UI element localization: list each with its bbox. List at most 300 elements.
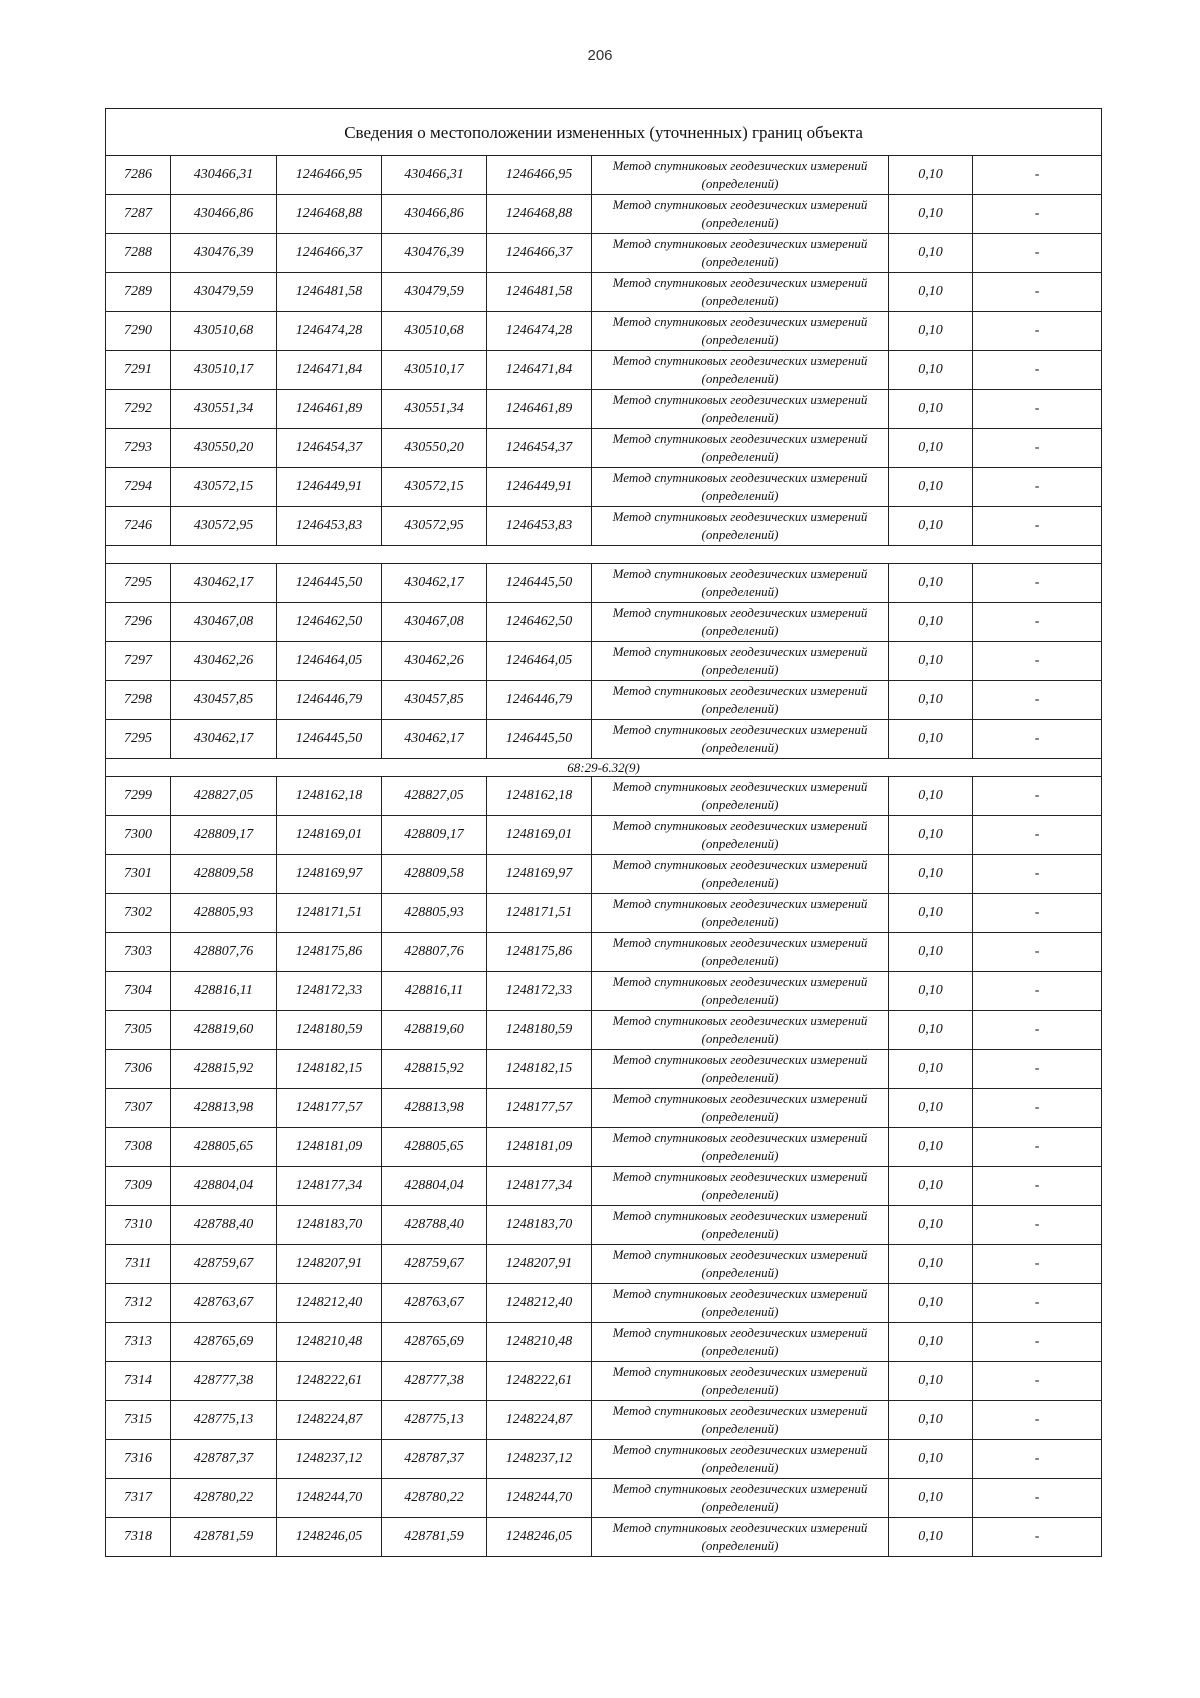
x-new: 430466,31: [382, 156, 487, 195]
y-new: 1246466,95: [487, 156, 592, 195]
table-row: [106, 1245, 1102, 1284]
table-row: [106, 156, 1102, 195]
y-old: 1246446,79: [277, 681, 382, 720]
x-new: 430479,59: [382, 273, 487, 312]
note: -: [973, 1011, 1102, 1050]
x-new: 430510,68: [382, 312, 487, 351]
y-old: 1248222,61: [277, 1362, 382, 1401]
section-label-row: [106, 759, 1102, 777]
y-new: 1246464,05: [487, 642, 592, 681]
method: Метод спутниковых геодезических измерений (определений): [592, 1050, 889, 1089]
table-row: [106, 1167, 1102, 1206]
note: -: [973, 351, 1102, 390]
accuracy: 0,10: [889, 933, 973, 972]
y-new: 1246461,89: [487, 390, 592, 429]
table-title-row: [106, 109, 1102, 156]
y-old: 1246445,50: [277, 564, 382, 603]
x-new: 430462,17: [382, 720, 487, 759]
y-old: 1246471,84: [277, 351, 382, 390]
note: -: [973, 816, 1102, 855]
x-old: 428816,11: [171, 972, 277, 1011]
x-old: 430457,85: [171, 681, 277, 720]
accuracy: 0,10: [889, 429, 973, 468]
note: -: [973, 234, 1102, 273]
y-old: 1248207,91: [277, 1245, 382, 1284]
y-old: 1248180,59: [277, 1011, 382, 1050]
y-new: 1246445,50: [487, 720, 592, 759]
table-row: [106, 1050, 1102, 1089]
method: Метод спутниковых геодезических измерений (определений): [592, 195, 889, 234]
table-row: [106, 816, 1102, 855]
y-new: 1246446,79: [487, 681, 592, 720]
method: Метод спутниковых геодезических измерений (определений): [592, 933, 889, 972]
point-number: 7300: [106, 816, 171, 855]
point-number: 7289: [106, 273, 171, 312]
x-new: 428805,93: [382, 894, 487, 933]
x-new: 430457,85: [382, 681, 487, 720]
x-new: 430572,95: [382, 507, 487, 546]
y-new: 1246454,37: [487, 429, 592, 468]
y-old: 1246453,83: [277, 507, 382, 546]
y-new: 1248207,91: [487, 1245, 592, 1284]
x-new: 428805,65: [382, 1128, 487, 1167]
note: -: [973, 273, 1102, 312]
x-new: 430550,20: [382, 429, 487, 468]
table-row: [106, 972, 1102, 1011]
point-number: 7291: [106, 351, 171, 390]
note: -: [973, 390, 1102, 429]
point-number: 7287: [106, 195, 171, 234]
x-new: 430462,17: [382, 564, 487, 603]
note: -: [973, 507, 1102, 546]
x-old: 430510,68: [171, 312, 277, 351]
x-old: 430466,31: [171, 156, 277, 195]
x-old: 430466,86: [171, 195, 277, 234]
y-old: 1248169,01: [277, 816, 382, 855]
y-old: 1248181,09: [277, 1128, 382, 1167]
x-old: 428805,93: [171, 894, 277, 933]
y-old: 1246449,91: [277, 468, 382, 507]
point-number: 7307: [106, 1089, 171, 1128]
x-new: 428775,13: [382, 1401, 487, 1440]
table-row: [106, 1089, 1102, 1128]
method: Метод спутниковых геодезических измерений (определений): [592, 816, 889, 855]
point-number: 7308: [106, 1128, 171, 1167]
y-new: 1248182,15: [487, 1050, 592, 1089]
accuracy: 0,10: [889, 777, 973, 816]
x-new: 428765,69: [382, 1323, 487, 1362]
accuracy: 0,10: [889, 1206, 973, 1245]
point-number: 7295: [106, 564, 171, 603]
note: -: [973, 1518, 1102, 1557]
x-new: 428807,76: [382, 933, 487, 972]
accuracy: 0,10: [889, 1284, 973, 1323]
accuracy: 0,10: [889, 1518, 973, 1557]
x-new: 430467,08: [382, 603, 487, 642]
method: Метод спутниковых геодезических измерений (определений): [592, 468, 889, 507]
accuracy: 0,10: [889, 390, 973, 429]
y-new: 1246462,50: [487, 603, 592, 642]
method: Метод спутниковых геодезических измерений (определений): [592, 777, 889, 816]
note: -: [973, 1362, 1102, 1401]
point-number: 7246: [106, 507, 171, 546]
point-number: 7311: [106, 1245, 171, 1284]
y-old: 1248182,15: [277, 1050, 382, 1089]
note: -: [973, 1440, 1102, 1479]
accuracy: 0,10: [889, 1245, 973, 1284]
accuracy: 0,10: [889, 720, 973, 759]
point-number: 7314: [106, 1362, 171, 1401]
y-new: 1248210,48: [487, 1323, 592, 1362]
y-new: 1248177,34: [487, 1167, 592, 1206]
method: Метод спутниковых геодезических измерений (определений): [592, 312, 889, 351]
method: Метод спутниковых геодезических измерений (определений): [592, 1362, 889, 1401]
point-number: 7292: [106, 390, 171, 429]
method: Метод спутниковых геодезических измерений (определений): [592, 1011, 889, 1050]
method: Метод спутниковых геодезических измерений (определений): [592, 1479, 889, 1518]
y-old: 1248169,97: [277, 855, 382, 894]
table-row: [106, 564, 1102, 603]
x-new: 430510,17: [382, 351, 487, 390]
x-new: 428809,17: [382, 816, 487, 855]
note: -: [973, 1479, 1102, 1518]
x-new: 428781,59: [382, 1518, 487, 1557]
x-old: 428763,67: [171, 1284, 277, 1323]
method: Метод спутниковых геодезических измерений (определений): [592, 1128, 889, 1167]
x-new: 430462,26: [382, 642, 487, 681]
accuracy: 0,10: [889, 1167, 973, 1206]
method: Метод спутниковых геодезических измерений (определений): [592, 234, 889, 273]
table-row: [106, 195, 1102, 234]
note: -: [973, 855, 1102, 894]
method: Метод спутниковых геодезических измерений (определений): [592, 720, 889, 759]
table-row: [106, 933, 1102, 972]
x-old: 428759,67: [171, 1245, 277, 1284]
x-old: 430550,20: [171, 429, 277, 468]
accuracy: 0,10: [889, 1440, 973, 1479]
x-new: 428819,60: [382, 1011, 487, 1050]
accuracy: 0,10: [889, 195, 973, 234]
y-new: 1248246,05: [487, 1518, 592, 1557]
y-old: 1248172,33: [277, 972, 382, 1011]
accuracy: 0,10: [889, 351, 973, 390]
x-new: 428813,98: [382, 1089, 487, 1128]
y-new: 1246453,83: [487, 507, 592, 546]
y-old: 1248162,18: [277, 777, 382, 816]
accuracy: 0,10: [889, 1128, 973, 1167]
accuracy: 0,10: [889, 642, 973, 681]
spacer-cell: [106, 546, 1102, 564]
method: Метод спутниковых геодезических измерений (определений): [592, 1323, 889, 1362]
x-old: 430462,17: [171, 564, 277, 603]
y-new: 1248169,01: [487, 816, 592, 855]
y-old: 1246466,95: [277, 156, 382, 195]
y-new: 1248183,70: [487, 1206, 592, 1245]
note: -: [973, 564, 1102, 603]
section-label: 68:29-6.32(9): [106, 759, 1102, 777]
x-new: 430476,39: [382, 234, 487, 273]
x-new: 428780,22: [382, 1479, 487, 1518]
point-number: 7295: [106, 720, 171, 759]
method: Метод спутниковых геодезических измерений (определений): [592, 894, 889, 933]
page-number: 206: [587, 47, 613, 64]
method: Метод спутниковых геодезических измерений (определений): [592, 1440, 889, 1479]
x-old: 428813,98: [171, 1089, 277, 1128]
note: -: [973, 933, 1102, 972]
table-row: [106, 273, 1102, 312]
note: -: [973, 1128, 1102, 1167]
note: -: [973, 312, 1102, 351]
y-new: 1246445,50: [487, 564, 592, 603]
y-old: 1248171,51: [277, 894, 382, 933]
point-number: 7296: [106, 603, 171, 642]
x-old: 428819,60: [171, 1011, 277, 1050]
note: -: [973, 777, 1102, 816]
y-old: 1246464,05: [277, 642, 382, 681]
y-new: 1248180,59: [487, 1011, 592, 1050]
y-new: 1246471,84: [487, 351, 592, 390]
table-row: [106, 642, 1102, 681]
y-new: 1246481,58: [487, 273, 592, 312]
point-number: 7294: [106, 468, 171, 507]
note: -: [973, 429, 1102, 468]
y-old: 1248183,70: [277, 1206, 382, 1245]
point-number: 7286: [106, 156, 171, 195]
x-new: 428787,37: [382, 1440, 487, 1479]
point-number: 7299: [106, 777, 171, 816]
note: -: [973, 1323, 1102, 1362]
spacer-row: [106, 546, 1102, 564]
y-new: 1248171,51: [487, 894, 592, 933]
y-old: 1248177,57: [277, 1089, 382, 1128]
x-old: 430479,59: [171, 273, 277, 312]
x-old: 430572,95: [171, 507, 277, 546]
accuracy: 0,10: [889, 1479, 973, 1518]
x-old: 428807,76: [171, 933, 277, 972]
x-new: 428763,67: [382, 1284, 487, 1323]
y-new: 1248212,40: [487, 1284, 592, 1323]
accuracy: 0,10: [889, 1362, 973, 1401]
y-old: 1246445,50: [277, 720, 382, 759]
note: -: [973, 1245, 1102, 1284]
note: -: [973, 1401, 1102, 1440]
x-old: 428804,04: [171, 1167, 277, 1206]
point-number: 7305: [106, 1011, 171, 1050]
table-row: [106, 1362, 1102, 1401]
method: Метод спутниковых геодезических измерений (определений): [592, 642, 889, 681]
y-old: 1246461,89: [277, 390, 382, 429]
x-new: 428777,38: [382, 1362, 487, 1401]
accuracy: 0,10: [889, 894, 973, 933]
x-old: 430462,17: [171, 720, 277, 759]
method: Метод спутниковых геодезических измерений (определений): [592, 507, 889, 546]
point-number: 7315: [106, 1401, 171, 1440]
method: Метод спутниковых геодезических измерений (определений): [592, 1167, 889, 1206]
table-title: Сведения о местоположении измененных (уточненных) границ объекта: [106, 109, 1102, 156]
point-number: 7303: [106, 933, 171, 972]
point-number: 7302: [106, 894, 171, 933]
method: Метод спутниковых геодезических измерений (определений): [592, 429, 889, 468]
accuracy: 0,10: [889, 156, 973, 195]
accuracy: 0,10: [889, 681, 973, 720]
accuracy: 0,10: [889, 1011, 973, 1050]
y-old: 1248175,86: [277, 933, 382, 972]
y-new: 1248175,86: [487, 933, 592, 972]
table-row: [106, 1518, 1102, 1557]
x-old: 428765,69: [171, 1323, 277, 1362]
x-new: 428816,11: [382, 972, 487, 1011]
note: -: [973, 1089, 1102, 1128]
y-new: 1246468,88: [487, 195, 592, 234]
table-row: [106, 234, 1102, 273]
method: Метод спутниковых геодезических измерений (определений): [592, 855, 889, 894]
accuracy: 0,10: [889, 972, 973, 1011]
accuracy: 0,10: [889, 312, 973, 351]
x-new: 430572,15: [382, 468, 487, 507]
accuracy: 0,10: [889, 603, 973, 642]
note: -: [973, 1050, 1102, 1089]
method: Метод спутниковых геодезических измерений (определений): [592, 390, 889, 429]
point-number: 7310: [106, 1206, 171, 1245]
table-row: [106, 603, 1102, 642]
y-new: 1248222,61: [487, 1362, 592, 1401]
point-number: 7297: [106, 642, 171, 681]
note: -: [973, 468, 1102, 507]
note: -: [973, 1167, 1102, 1206]
note: -: [973, 894, 1102, 933]
table-row: [106, 468, 1102, 507]
note: -: [973, 156, 1102, 195]
point-number: 7301: [106, 855, 171, 894]
y-old: 1248177,34: [277, 1167, 382, 1206]
x-old: 428809,17: [171, 816, 277, 855]
x-new: 428759,67: [382, 1245, 487, 1284]
accuracy: 0,10: [889, 816, 973, 855]
method: Метод спутниковых геодезических измерений (определений): [592, 351, 889, 390]
y-new: 1246474,28: [487, 312, 592, 351]
x-old: 430462,26: [171, 642, 277, 681]
method: Метод спутниковых геодезических измерений (определений): [592, 1284, 889, 1323]
y-new: 1248172,33: [487, 972, 592, 1011]
accuracy: 0,10: [889, 273, 973, 312]
point-number: 7304: [106, 972, 171, 1011]
table-row: [106, 720, 1102, 759]
method: Метод спутниковых геодезических измерений (определений): [592, 1401, 889, 1440]
x-old: 428815,92: [171, 1050, 277, 1089]
x-old: 428809,58: [171, 855, 277, 894]
y-new: 1248181,09: [487, 1128, 592, 1167]
y-old: 1248246,05: [277, 1518, 382, 1557]
x-old: 430551,34: [171, 390, 277, 429]
table-body: [106, 109, 1102, 1557]
point-number: 7316: [106, 1440, 171, 1479]
note: -: [973, 720, 1102, 759]
table-row: [106, 1128, 1102, 1167]
x-old: 428780,22: [171, 1479, 277, 1518]
x-old: 430467,08: [171, 603, 277, 642]
table-row: [106, 1323, 1102, 1362]
x-old: 428777,38: [171, 1362, 277, 1401]
method: Метод спутниковых геодезических измерений (определений): [592, 972, 889, 1011]
y-new: 1248162,18: [487, 777, 592, 816]
x-new: 428788,40: [382, 1206, 487, 1245]
method: Метод спутниковых геодезических измерений (определений): [592, 1245, 889, 1284]
x-new: 430551,34: [382, 390, 487, 429]
table-row: [106, 681, 1102, 720]
accuracy: 0,10: [889, 468, 973, 507]
y-old: 1248237,12: [277, 1440, 382, 1479]
method: Метод спутниковых геодезических измерений (определений): [592, 273, 889, 312]
note: -: [973, 972, 1102, 1011]
y-old: 1248224,87: [277, 1401, 382, 1440]
accuracy: 0,10: [889, 564, 973, 603]
x-new: 430466,86: [382, 195, 487, 234]
note: -: [973, 603, 1102, 642]
table-row: [106, 312, 1102, 351]
point-number: 7290: [106, 312, 171, 351]
point-number: 7313: [106, 1323, 171, 1362]
y-old: 1248244,70: [277, 1479, 382, 1518]
x-old: 430510,17: [171, 351, 277, 390]
y-old: 1246481,58: [277, 273, 382, 312]
method: Метод спутниковых геодезических измерений (определений): [592, 156, 889, 195]
x-new: 428827,05: [382, 777, 487, 816]
y-old: 1246466,37: [277, 234, 382, 273]
table-row: [106, 1284, 1102, 1323]
x-old: 428827,05: [171, 777, 277, 816]
table-row: [106, 351, 1102, 390]
point-number: 7288: [106, 234, 171, 273]
x-old: 430572,15: [171, 468, 277, 507]
accuracy: 0,10: [889, 855, 973, 894]
point-number: 7312: [106, 1284, 171, 1323]
point-number: 7293: [106, 429, 171, 468]
y-old: 1246462,50: [277, 603, 382, 642]
accuracy: 0,10: [889, 1050, 973, 1089]
method: Метод спутниковых геодезических измерений (определений): [592, 603, 889, 642]
point-number: 7306: [106, 1050, 171, 1089]
point-number: 7309: [106, 1167, 171, 1206]
method: Метод спутниковых геодезических измерений (определений): [592, 1206, 889, 1245]
x-old: 430476,39: [171, 234, 277, 273]
note: -: [973, 195, 1102, 234]
table-row: [106, 894, 1102, 933]
point-number: 7317: [106, 1479, 171, 1518]
point-number: 7318: [106, 1518, 171, 1557]
y-old: 1246474,28: [277, 312, 382, 351]
accuracy: 0,10: [889, 507, 973, 546]
x-old: 428788,40: [171, 1206, 277, 1245]
method: Метод спутниковых геодезических измерений (определений): [592, 681, 889, 720]
note: -: [973, 681, 1102, 720]
table-row: [106, 1401, 1102, 1440]
y-new: 1248237,12: [487, 1440, 592, 1479]
y-new: 1246466,37: [487, 234, 592, 273]
method: Метод спутниковых геодезических измерений (определений): [592, 1089, 889, 1128]
y-new: 1248177,57: [487, 1089, 592, 1128]
table-row: [106, 507, 1102, 546]
table-row: [106, 1479, 1102, 1518]
x-old: 428781,59: [171, 1518, 277, 1557]
y-new: 1248244,70: [487, 1479, 592, 1518]
x-new: 428815,92: [382, 1050, 487, 1089]
y-old: 1246454,37: [277, 429, 382, 468]
point-number: 7298: [106, 681, 171, 720]
coordinates-table: [105, 108, 1102, 1557]
x-old: 428775,13: [171, 1401, 277, 1440]
y-new: 1246449,91: [487, 468, 592, 507]
accuracy: 0,10: [889, 234, 973, 273]
